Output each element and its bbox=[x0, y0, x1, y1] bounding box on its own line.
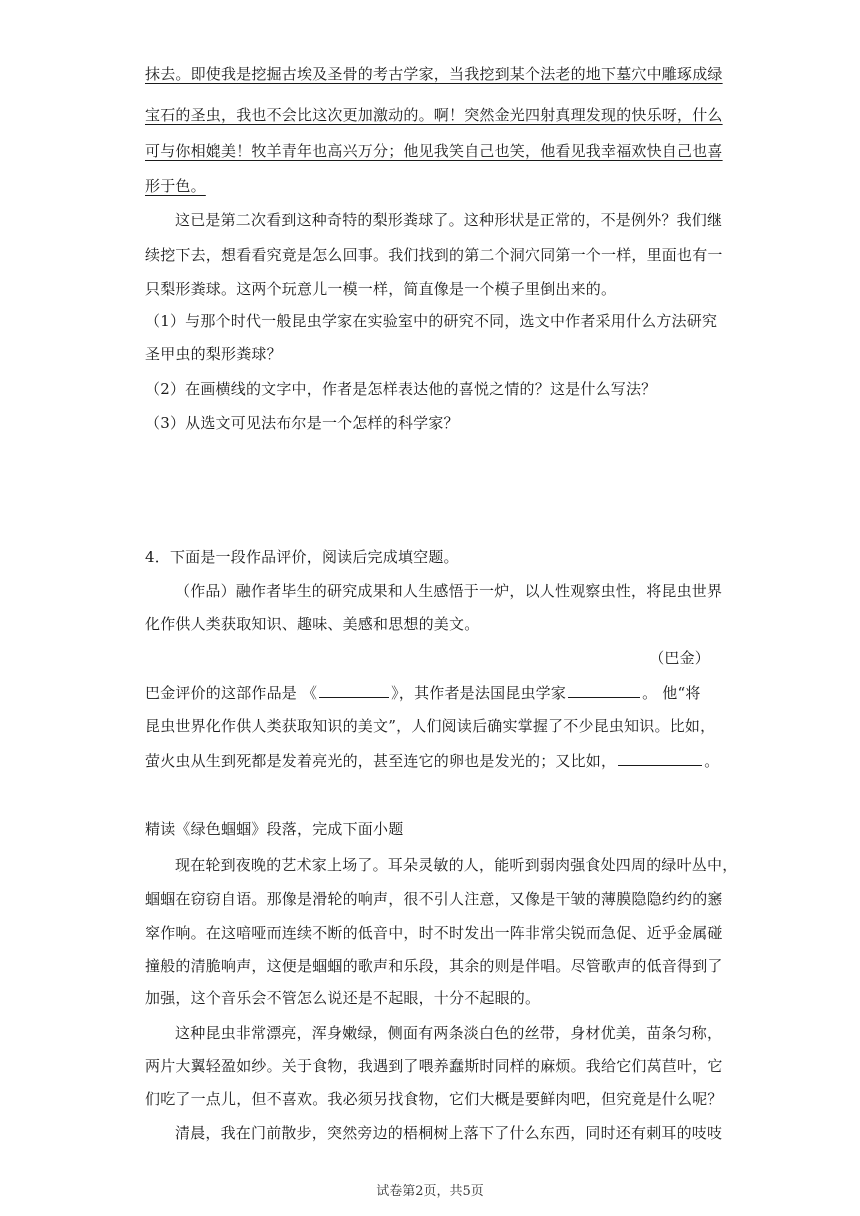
paragraph-line: 蝈蝈在窃窃自语。那像是滑轮的响声，很不引人注意，又像是干皱的薄膜隐隐约约的窸 bbox=[145, 890, 723, 908]
quote-author: （巴金） bbox=[649, 649, 710, 667]
question-3: （3）从选文可见法布尔是一个怎样的科学家？ bbox=[145, 414, 459, 432]
paragraph-line: 这种昆虫非常漂亮，浑身嫩绿，侧面有两条淡白色的丝带，身材优美，苗条匀称， bbox=[175, 1024, 723, 1042]
paragraph-line: 现在轮到夜晚的艺术家上场了。耳朵灵敏的人，能听到弱肉强食处四周的绿叶丛中， bbox=[175, 856, 738, 874]
question-1: （1）与那个时代一般昆虫学家在实验室中的研究不同，选文中作者采用什么方法研究 bbox=[145, 312, 718, 330]
fill-text: 巴金评价的这部作品是 《 bbox=[145, 684, 318, 702]
paragraph-line: 两片大翼轻盈如纱。关于食物，我遇到了喂养蠢斯时同样的麻烦。我给它们莴苣叶，它 bbox=[145, 1057, 723, 1075]
paragraph-line: 清晨，我在门前散步，突然旁边的梧桐树上落下了什么东西，同时还有刺耳的吱吱 bbox=[175, 1124, 723, 1142]
question-4-title: 4．下面是一段作品评价，阅读后完成填空题。 bbox=[145, 548, 459, 566]
page-footer: 试卷第2页，共5页 bbox=[376, 1184, 484, 1199]
passage-line: 宝石的圣虫，我也不会比这次更加激动的。啊！突然金光四射真理发现的快乐呀，什么 bbox=[145, 106, 723, 124]
paragraph-line: 窣作响。在这喑哑而连续不断的低音中，时不时发出一阵非常尖锐而急促、近乎金属碰 bbox=[145, 924, 723, 942]
passage-line: 抹去。即使我是挖掘古埃及圣骨的考古学家，当我挖到某个法老的地下墓穴中雕琢成绿 bbox=[145, 65, 723, 83]
blank-example[interactable] bbox=[618, 750, 702, 766]
paragraph-line: 们吃了一点儿，但不喜欢。我必须另找食物，它们大概是要鲜肉吧，但究竟是什么呢？ bbox=[145, 1090, 723, 1108]
fill-text: 。 bbox=[704, 752, 720, 770]
fill-line-2: 昆虫世界化作供人类获取知识的美文”，人们阅读后确实掌握了不少昆虫知识。比如， bbox=[145, 717, 716, 735]
paragraph-line: 撞般的清脆响声，这便是蝈蝈的歌声和乐段，其余的则是伴唱。尽管歌声的低音得到了 bbox=[145, 957, 723, 975]
passage-line: 形于色。 bbox=[145, 177, 206, 195]
fill-line-3 bbox=[145, 750, 720, 771]
paragraph-line: 只梨形粪球。这两个玩意儿一模一样，简直像是一个模子里倒出来的。 bbox=[145, 280, 617, 298]
blank-author[interactable] bbox=[568, 682, 640, 698]
quote-line: 化作供人类获取知识、趣味、美感和思想的美文。 bbox=[145, 615, 480, 633]
section-title: 精读《绿色蝈蝈》段落，完成下面小题 bbox=[145, 820, 404, 838]
paragraph-line: 这已是第二次看到这种奇特的梨形粪球了。这种形状是正常的，不是例外？我们继 bbox=[175, 211, 723, 229]
question-2: （2）在画横线的文字中，作者是怎样表达他的喜悦之情的？这是什么写法？ bbox=[145, 380, 657, 398]
fill-text: 。 他“将 bbox=[642, 684, 701, 702]
fill-text: 》，其作者是法国昆虫学家 bbox=[391, 684, 567, 702]
quote-line: （作品）融作者毕生的研究成果和人生感悟于一炉，以人性观察虫性，将昆虫世界 bbox=[175, 582, 723, 600]
paragraph-line: 加强，这个音乐会不管怎么说还是不起眼，十分不起眼的。 bbox=[145, 989, 541, 1007]
passage-line: 可与你相媲美！牧羊青年也高兴万分；他见我笑自己也笑，他看见我幸福欢快自己也喜 bbox=[145, 142, 723, 160]
paragraph-line: 续挖下去，想看看究竟是怎么回事。我们找到的第二个洞穴同第一个一样，里面也有一 bbox=[145, 246, 723, 264]
fill-line-1 bbox=[145, 682, 720, 703]
question-1-cont: 圣甲虫的梨形粪球？ bbox=[145, 345, 282, 363]
fill-text: 萤火虫从生到死都是发着亮光的，甚至连它的卵也是发光的；又比如， bbox=[145, 752, 617, 770]
blank-work-title[interactable] bbox=[319, 682, 389, 698]
